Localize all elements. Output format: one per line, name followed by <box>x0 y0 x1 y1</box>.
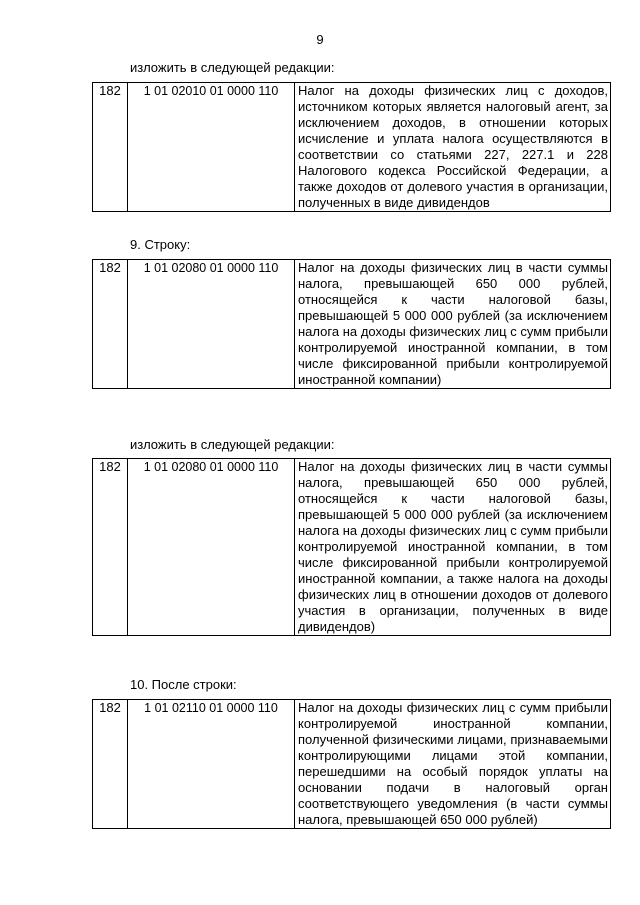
admin-code-cell: 182 <box>93 459 128 636</box>
budget-classification-table <box>92 458 611 636</box>
budget-classification-table <box>92 699 611 829</box>
income-name-text: Налог на доходы физических лиц в части суммы налога, превышающей 650 000 рублей, относящейся к части налоговой базы, превышающей 5 000 000 рублей (за исключением налога на доходы физических лиц с сумм прибыли контролируемой иностранной компании, в том числе фиксированной прибыли контролируемой иностранной компании) <box>298 260 608 387</box>
admin-code-cell: 182 <box>93 260 128 389</box>
income-name-cell <box>295 83 611 212</box>
kbk-code-cell: 1 01 02080 01 0000 110 <box>128 260 295 389</box>
kbk-code-cell: 1 01 02080 01 0000 110 <box>128 459 295 636</box>
kbk-code-cell: 1 01 02110 01 0000 110 <box>128 700 295 829</box>
income-name-text: Налог на доходы физических лиц с доходов, источником которых является налоговый агент, за исключением доходов, в отношении которых исчисление и уплата налога осуществляются в соответствии со статьями 227, 227.1 и 228 Налогового кодекса Российской Федерации, а также доходов от долевого участия в организации, полученных в виде дивидендов <box>298 83 608 210</box>
paragraph-heading: изложить в следующей редакции: <box>130 60 335 75</box>
paragraph-heading: изложить в следующей редакции: <box>130 437 335 452</box>
budget-classification-table <box>92 82 611 212</box>
paragraph-heading: 10. После строки: <box>130 677 237 692</box>
income-name-cell <box>295 459 611 636</box>
income-name-cell <box>295 700 611 829</box>
table-row <box>93 83 611 212</box>
table-row <box>93 459 611 636</box>
admin-code-cell: 182 <box>93 83 128 212</box>
income-name-text: Налог на доходы физических лиц в части суммы налога, превышающей 650 000 рублей, относящейся к части налоговой базы, превышающей 5 000 000 рублей (за исключением налога на доходы физических лиц с сумм прибыли контролируемой иностранной компании, в том числе фиксированной прибыли контролируемой иностранной компании, а также налога на доходы физических лиц в отношении доходов от долевого участия в организации, полученных в виде дивидендов) <box>298 459 608 634</box>
table-row <box>93 700 611 829</box>
paragraph-heading: 9. Строку: <box>130 237 191 252</box>
budget-classification-table <box>92 259 611 389</box>
income-name-text: Налог на доходы физических лиц с сумм прибыли контролируемой иностранной компании, полученной физическими лицами, признаваемыми контролирующими лицами этой компании, перешедшими на особый порядок уплаты на основании подачи в налоговый орган соответствующего уведомления (в части суммы налога, превышающей 650 000 рублей) <box>298 700 608 827</box>
page-number: 9 <box>316 32 324 47</box>
table-row <box>93 260 611 389</box>
admin-code-cell: 182 <box>93 700 128 829</box>
kbk-code-cell: 1 01 02010 01 0000 110 <box>128 83 295 212</box>
income-name-cell <box>295 260 611 389</box>
